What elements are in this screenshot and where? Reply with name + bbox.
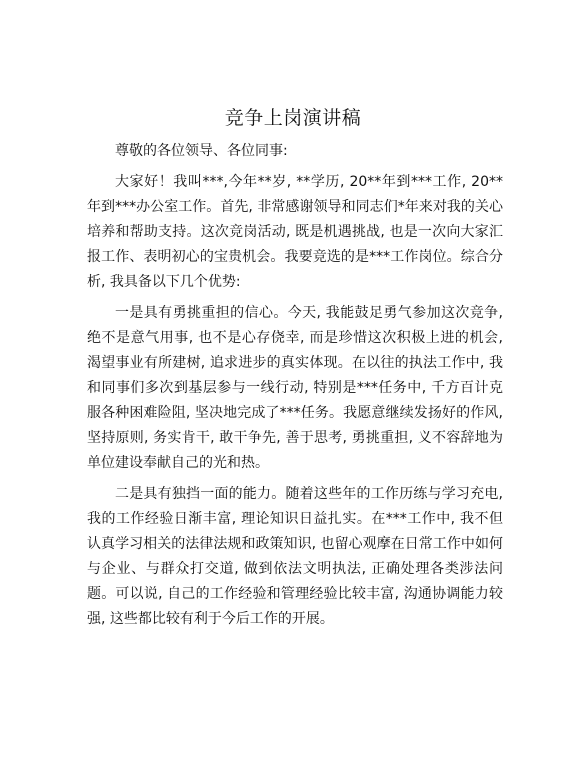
- salutation: 尊敬的各位领导、各位同事:: [115, 143, 288, 159]
- paragraph-ability: 二是具有独挡一面的能力。随着这些年的工作历练与学习充电, 我的工作经验日渐丰富, 理论知识日益扎实。在***工作中, 我不但认真学习相关的法律法规和政策知识, 也留心观摩在日常工作中如何与企业、与群众打交道, 做到依法文明执法, 正确处理各类涉法问题。可以说, 自己的工作经验和管理经验比较丰富, 沟通协调能力较强, 这些都比较有利于今后工作的开展。: [87, 486, 503, 627]
- document-body: [87, 139, 503, 638]
- paragraph-intro: 大家好！我叫***,今年**岁, **学历, 20**年到***工作, 20**年到***办公室工作。首先, 非常感谢领导和同志们*年来对我的关心培养和帮助支持。这次竞岗活动, 既是机遇挑战, 也是一次向大家汇报工作、表明初心的宝贵机会。我要竞选的是***工作岗位。综合分析, 我具备以下几个优势:: [87, 174, 503, 290]
- paragraph-confidence: 一是具有勇挑重担的信心。今天, 我能鼓足勇气参加这次竞争, 绝不是意气用事, 也不是心存侥幸, 而是珍惜这次积极上进的机会, 渴望事业有所建树, 追求进步的真实体现。在以往的执法工作中, 我和同事们多次到基层参与一线行动, 特别是***任务中, 千方百计克服各种困难险阻, 坚决地完成了***任务。我愿意继续发扬好的作风, 坚持原则, 务实肯干, 敢干争先, 善于思考, 勇挑重担, 义不容辞地为单位建设奉献自己的光和热。: [87, 305, 503, 471]
- document-title: 竞争上岗演讲稿: [224, 107, 362, 129]
